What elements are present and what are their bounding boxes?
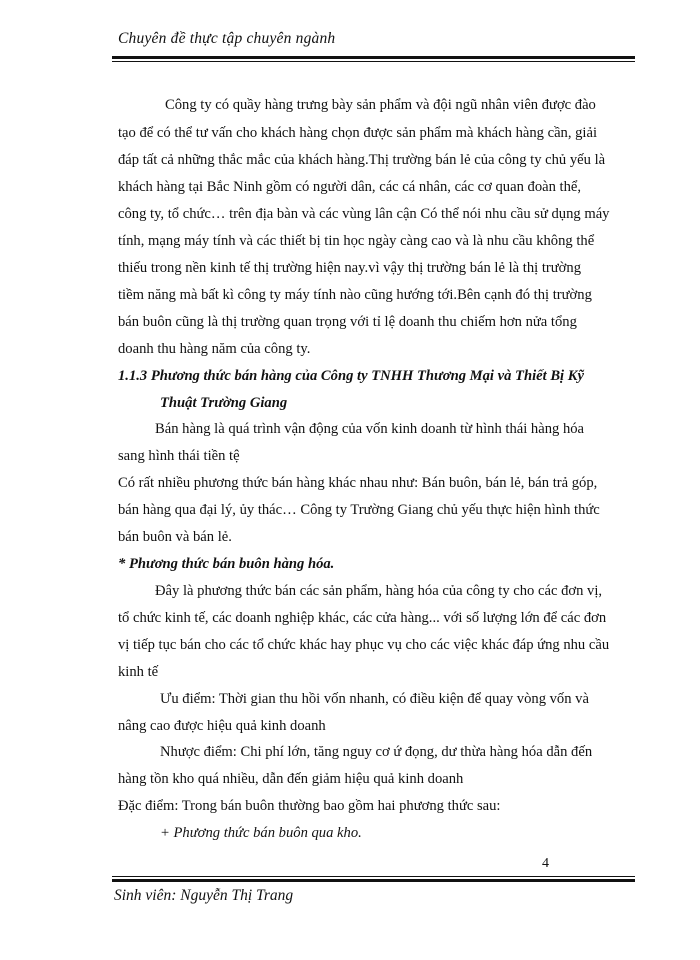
paragraph-line: thiếu trong nền kinh tế thị trường hiện nay.vì vậy thị trường bán lẻ là thị trường (118, 260, 581, 276)
paragraph-line: Công ty có quầy hàng trưng bày sản phẩm và đội ngũ nhân viên được đào (165, 97, 596, 113)
paragraph-line: nâng cao được hiệu quả kinh doanh (118, 718, 326, 734)
paragraph-line: bán hàng qua đại lý, ủy thác… Công ty Trường Giang chủ yếu thực hiện hình thức (118, 502, 600, 518)
paragraph-line: kinh tế (118, 664, 159, 680)
paragraph-line: tạo để có thể tư vấn cho khách hàng chọn được sản phẩm mà khách hàng cần, giải (118, 125, 598, 141)
section-heading-continued: Thuật Trường Giang (160, 395, 288, 411)
paragraph-line: + Phương thức bán buôn qua kho. (160, 825, 362, 841)
paragraph-line: tính, mạng máy tính và các thiết bị tin học ngày càng cao và là nhu cầu không thể (118, 233, 595, 249)
paragraph-line: Nhược điểm: Chi phí lớn, tăng nguy cơ ứ đọng, dư thừa hàng hóa dẫn đến (160, 744, 593, 760)
paragraph-line: tổ chức kinh tế, các doanh nghiệp khác, các cửa hàng... với số lượng lớn để các đơn (118, 610, 607, 626)
paragraph-line: hàng tồn kho quá nhiều, dẫn đến giảm hiệu quả kinh doanh (118, 771, 464, 787)
paragraph-line: bán buôn và bán lẻ. (118, 529, 232, 545)
paragraph-line: sang hình thái tiền tệ (118, 448, 240, 464)
paragraph-line: Đặc điểm: Trong bán buôn thường bao gồm hai phương thức sau: (118, 798, 501, 814)
paragraph-line: Ưu điểm: Thời gian thu hồi vốn nhanh, có điều kiện để quay vòng vốn và (160, 691, 589, 707)
paragraph-line: Bán hàng là quá trình vận động của vốn kinh doanh từ hình thái hàng hóa (155, 421, 585, 437)
paragraph-line: doanh thu hàng năm của công ty. (118, 341, 311, 357)
paragraph-line: vị tiếp tục bán cho các tổ chức khác hay phục vụ cho các việc khác đáp ứng nhu cầu (118, 637, 610, 653)
paragraph-line: đáp tất cả những thắc mắc của khách hàng.Thị trường bán lẻ của công ty chủ yếu là (118, 152, 606, 168)
paragraph-line: công ty, tổ chức… trên địa bàn và các vùng lân cận Có thể nói nhu cầu sử dụng máy (118, 206, 610, 222)
paragraph-line: tiềm năng mà bất kì công ty máy tính nào cũng hướng tới.Bên cạnh đó thị trường (118, 287, 592, 303)
paragraph-line: khách hàng tại Bắc Ninh gồm có người dân, các cá nhân, các cơ quan đoàn thể, (118, 179, 582, 195)
header-rule-thick (112, 56, 635, 59)
paragraph-line: Có rất nhiều phương thức bán hàng khác nhau như: Bán buôn, bán lẻ, bán trả góp, (118, 475, 598, 491)
page-number: 4 (542, 856, 549, 871)
paragraph-line: bán buôn cũng là thị trường quan trọng với tỉ lệ doanh thu chiếm hơn nửa tổng (118, 314, 577, 330)
paragraph-line: Đây là phương thức bán các sản phẩm, hàng hóa của công ty cho các đơn vị, (155, 583, 603, 599)
page-header-title: Chuyên đề thực tập chuyên ngành (118, 30, 336, 47)
section-heading: 1.1.3 Phương thức bán hàng của Công ty TNHH Thương Mại và Thiết Bị Kỹ (118, 368, 584, 384)
footer-rule-thin (112, 876, 635, 877)
subheading: * Phương thức bán buôn hàng hóa. (118, 556, 335, 572)
footer-rule-thick (112, 879, 635, 882)
header-rule-thin (112, 61, 635, 62)
footer-author: Sinh viên: Nguyễn Thị Trang (114, 887, 294, 904)
